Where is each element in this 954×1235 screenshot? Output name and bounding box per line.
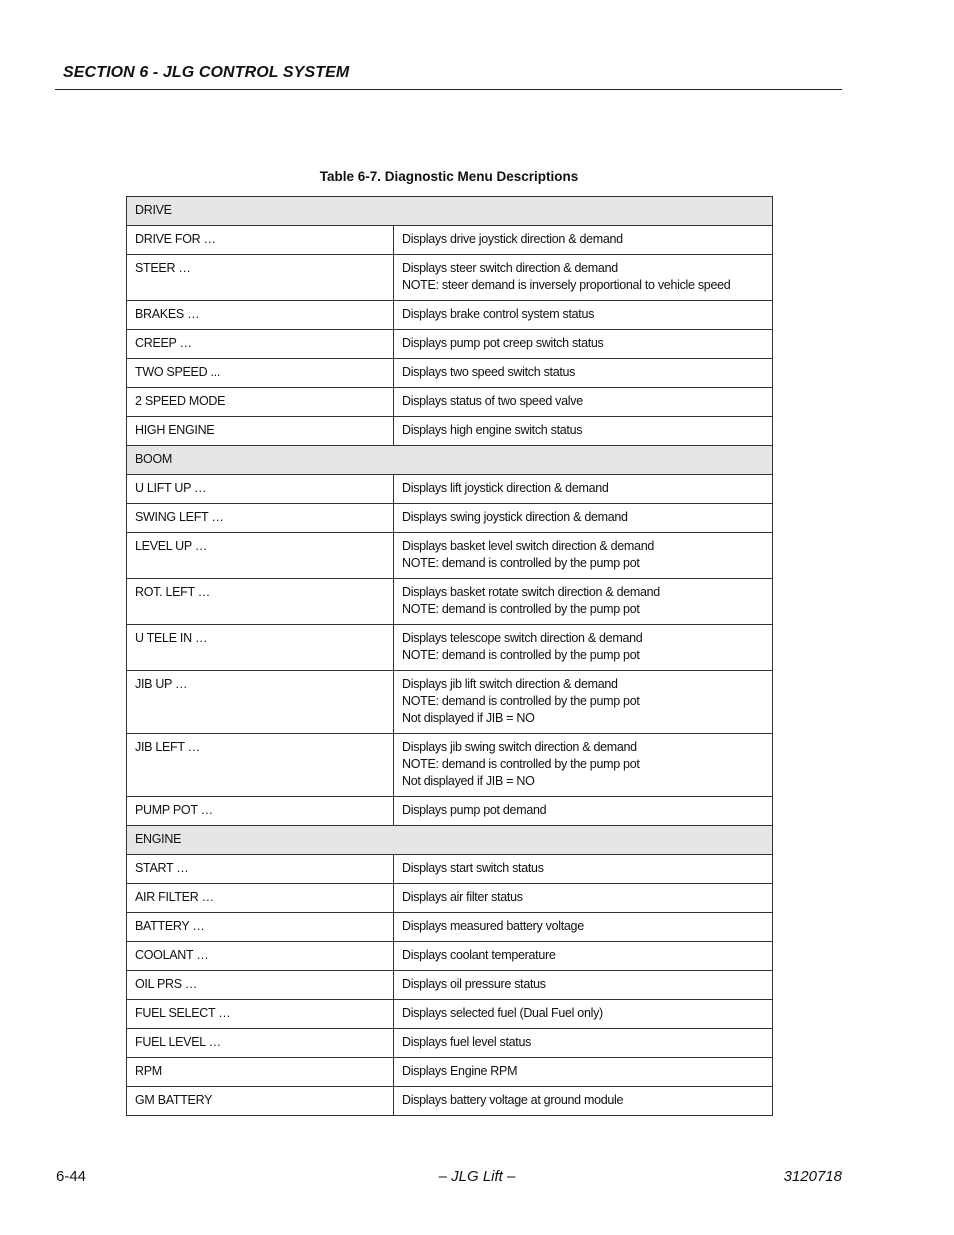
table-row — [127, 388, 773, 417]
description-line: Displays start switch status — [402, 861, 544, 875]
menu-item-name: HIGH ENGINE — [127, 417, 394, 446]
menu-item-description — [394, 533, 773, 579]
menu-item-name: JIB LEFT … — [127, 734, 394, 797]
table-row — [127, 226, 773, 255]
description-line: Displays jib swing switch direction & demand — [402, 740, 637, 754]
description-line: Displays two speed switch status — [402, 365, 576, 379]
description-line: Not displayed if JIB = NO — [402, 774, 535, 788]
table-row — [127, 579, 773, 625]
menu-item-name: START … — [127, 855, 394, 884]
menu-item-name: U TELE IN … — [127, 625, 394, 671]
diagnostic-menu-table — [126, 196, 773, 1116]
menu-item-description — [394, 797, 773, 826]
table-row — [127, 971, 773, 1000]
description-line: Displays Engine RPM — [402, 1064, 518, 1078]
section-label: BOOM — [127, 446, 773, 475]
menu-item-description — [394, 226, 773, 255]
footer-publisher: – JLG Lift – — [438, 1168, 516, 1185]
description-line: Displays oil pressure status — [402, 977, 546, 991]
menu-item-description — [394, 971, 773, 1000]
page-number: 6-44 — [56, 1168, 87, 1185]
menu-item-description — [394, 855, 773, 884]
menu-item-description — [394, 388, 773, 417]
menu-item-name: FUEL LEVEL … — [127, 1029, 394, 1058]
menu-item-name: BRAKES … — [127, 301, 394, 330]
menu-item-name: U LIFT UP … — [127, 475, 394, 504]
menu-item-name: TWO SPEED ... — [127, 359, 394, 388]
description-line: Displays coolant temperature — [402, 948, 556, 962]
menu-item-name: PUMP POT … — [127, 797, 394, 826]
menu-item-name: STEER … — [127, 255, 394, 301]
menu-item-description — [394, 913, 773, 942]
description-line: Displays jib lift switch direction & demand — [402, 677, 618, 691]
section-title: SECTION 6 - JLG CONTROL SYSTEM — [63, 64, 350, 81]
menu-item-name: LEVEL UP … — [127, 533, 394, 579]
header-rule — [55, 89, 842, 90]
menu-item-name: JIB UP … — [127, 671, 394, 734]
section-label: DRIVE — [127, 197, 773, 226]
table-row — [127, 625, 773, 671]
menu-item-description — [394, 504, 773, 533]
description-line: Displays lift joystick direction & demand — [402, 481, 609, 495]
description-line: Displays brake control system status — [402, 307, 595, 321]
table-row — [127, 475, 773, 504]
menu-item-name: COOLANT … — [127, 942, 394, 971]
section-label: ENGINE — [127, 826, 773, 855]
menu-item-description — [394, 255, 773, 301]
description-line: Displays swing joystick direction & demand — [402, 510, 628, 524]
menu-item-name: GM BATTERY — [127, 1087, 394, 1116]
menu-item-name: ROT. LEFT … — [127, 579, 394, 625]
document-number: 3120718 — [783, 1168, 842, 1185]
table-row — [127, 671, 773, 734]
menu-item-description — [394, 579, 773, 625]
description-line: Displays basket rotate switch direction & demand — [402, 585, 660, 599]
table-row — [127, 942, 773, 971]
menu-item-name: 2 SPEED MODE — [127, 388, 394, 417]
table-row — [127, 1087, 773, 1116]
table-section-row — [127, 197, 773, 226]
description-line: Displays steer switch direction & demand — [402, 261, 618, 275]
menu-item-description — [394, 417, 773, 446]
description-line: NOTE: demand is controlled by the pump pot — [402, 648, 640, 662]
description-line: Displays air filter status — [402, 890, 523, 904]
table-section-row — [127, 826, 773, 855]
description-line: Displays pump pot demand — [402, 803, 547, 817]
description-line: NOTE: demand is controlled by the pump pot — [402, 694, 640, 708]
description-line: Not displayed if JIB = NO — [402, 711, 535, 725]
description-line: Displays measured battery voltage — [402, 919, 584, 933]
description-line: Displays battery voltage at ground module — [402, 1093, 624, 1107]
menu-item-description — [394, 625, 773, 671]
description-line: Displays pump pot creep switch status — [402, 336, 604, 350]
menu-item-description — [394, 942, 773, 971]
table-row — [127, 884, 773, 913]
table-section-row — [127, 446, 773, 475]
description-line: Displays selected fuel (Dual Fuel only) — [402, 1006, 603, 1020]
menu-item-name: CREEP … — [127, 330, 394, 359]
description-line: Displays status of two speed valve — [402, 394, 583, 408]
table-row — [127, 301, 773, 330]
table-row — [127, 1058, 773, 1087]
description-line: NOTE: demand is controlled by the pump pot — [402, 556, 640, 570]
menu-item-description — [394, 1000, 773, 1029]
description-line: NOTE: demand is controlled by the pump pot — [402, 757, 640, 771]
table-row — [127, 855, 773, 884]
menu-item-name: DRIVE FOR … — [127, 226, 394, 255]
table-row — [127, 913, 773, 942]
table-row — [127, 797, 773, 826]
table-row — [127, 734, 773, 797]
menu-item-name: FUEL SELECT … — [127, 1000, 394, 1029]
menu-item-name: SWING LEFT … — [127, 504, 394, 533]
menu-item-description — [394, 1058, 773, 1087]
table-row — [127, 330, 773, 359]
menu-item-name: AIR FILTER … — [127, 884, 394, 913]
description-line: Displays fuel level status — [402, 1035, 532, 1049]
table-row — [127, 504, 773, 533]
menu-item-description — [394, 475, 773, 504]
menu-item-name: OIL PRS … — [127, 971, 394, 1000]
menu-item-description — [394, 301, 773, 330]
menu-item-name: RPM — [127, 1058, 394, 1087]
table-row — [127, 1029, 773, 1058]
table-row — [127, 359, 773, 388]
description-line: NOTE: demand is controlled by the pump pot — [402, 602, 640, 616]
diagnostic-menu-table-body — [127, 197, 773, 1116]
table-row — [127, 1000, 773, 1029]
menu-item-description — [394, 1029, 773, 1058]
description-line: Displays telescope switch direction & demand — [402, 631, 643, 645]
table-caption: Table 6-7. Diagnostic Menu Descriptions — [319, 169, 579, 184]
table-row — [127, 255, 773, 301]
menu-item-description — [394, 359, 773, 388]
table-row — [127, 533, 773, 579]
menu-item-description — [394, 734, 773, 797]
description-line: Displays high engine switch status — [402, 423, 583, 437]
description-line: Displays basket level switch direction & demand — [402, 539, 654, 553]
menu-item-description — [394, 1087, 773, 1116]
description-line: NOTE: steer demand is inversely proportional to vehicle speed — [402, 278, 731, 292]
menu-item-description — [394, 884, 773, 913]
menu-item-name: BATTERY … — [127, 913, 394, 942]
description-line: Displays drive joystick direction & demand — [402, 232, 623, 246]
menu-item-description — [394, 671, 773, 734]
menu-item-description — [394, 330, 773, 359]
table-row — [127, 417, 773, 446]
